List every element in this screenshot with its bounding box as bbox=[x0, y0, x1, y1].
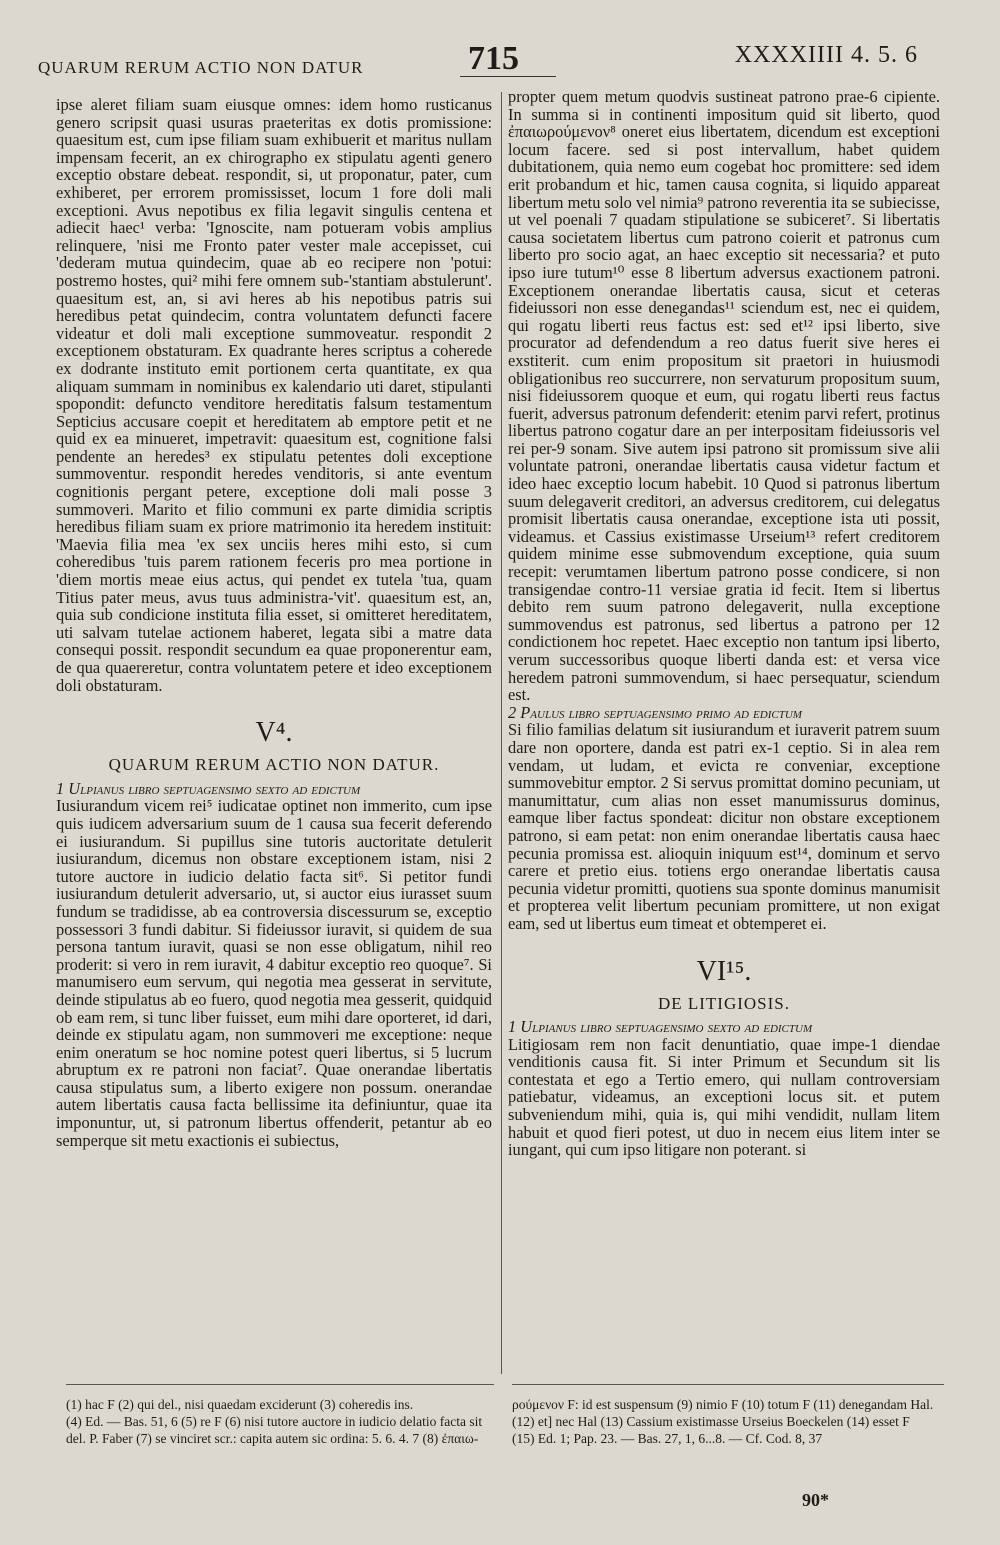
printer-signature: 90* bbox=[802, 1490, 829, 1510]
section-vi-text: Litigiosam rem non facit denuntiatio, quae impe-1 diendae venditionis causa fit. Si inter Primum et Secundum sit lis contestata et ego a Tertio emero, qui nullam controversiam patiebatur, videamus, an exceptioni locus sit. et putem subveniendum mihi, quia is, qui mihi vendidit, nullam litem habuit et quod fieri potest, ut duo in necem eius litem inter se iungant, qui cum ipso litigare non poterant. si bbox=[508, 1034, 940, 1160]
section-vi-number: VI¹⁵. bbox=[696, 955, 752, 987]
footnotes-right bbox=[512, 1396, 944, 1447]
footnote-rule-left bbox=[66, 1384, 494, 1385]
footnote-line: ρούμενον F: id est suspensum (9) nimio F (10) totum F (11) denegandam Hal. (12) et] nec Hal (13) Cassium existimasse Urseius Boeckelen (14) esset F bbox=[512, 1397, 934, 1429]
left-column bbox=[56, 96, 492, 1376]
right-column bbox=[508, 88, 940, 1378]
section-v-inscription: 1 Ulpianus libro septuagensimo sexto ad edictum bbox=[56, 778, 361, 798]
paulus-text: Si filio familias delatum sit iusiurandum et iuraverit patrem suum dare non oportere, danda est patri ex-1 ceptio. Si in alea rem vendam, ut ludam, et evicta re conveniar, exceptione summovebitur emptor. 2 Si servus promittat domino pecuniam, ut manumittatur, cum alias non esset manumissurus dominus, eamque liber factus spondeat: dicitur non obstare exceptionem patrono, si eam petat: non enim onerandae libertatis causa haec pecunia promissa est. alioquin iniquum est¹⁴, dominum et servo carere et pretio eius. totiens ergo onerandae libertatis causa pecunia videtur promitti, quotiens sua sponte dominus manumisit et propterea velit libertum pecuniam promittere, ut non exigat eam, sed ut libertus eum timeat et obtemperet ei. bbox=[508, 720, 940, 933]
footnote-line: (1) hac F (2) qui del., nisi quaedam exciderunt (3) coheredis ins. bbox=[66, 1397, 414, 1412]
section-vi-title: DE LITIGIOSIS. bbox=[657, 993, 791, 1013]
section-v-title: QUARUM RERUM ACTIO NON DATUR. bbox=[108, 755, 440, 775]
footnotes-left bbox=[66, 1396, 494, 1447]
paulus-inscription: 2 Paulus libro septuagensimo primo ad edictum bbox=[508, 702, 802, 722]
right-paragraph-1: propter quem metum quodvis sustineat patrono prae-6 cipiente. In summa si in continenti impositum quid sit liberto, quod ἐπαιωρούμενον⁸ oneret eius libertatem, dicendum est exceptioni locum facere. sed si post intervallum, habet quidem dubitationem, quia nemo eum cogebat hoc promittere: sed idem erit probandum et hic, tamen causa cognita, si liquido appareat libertum metu solo vel nimia⁹ patrono reverentia ita se subiecisse, ut vel poenali 7 quadam stipulatione se subiceret⁷. Si libertatis causa societatem libertus cum patrono coierit et patronus cum liberto pro socio agat, an haec exceptio sit necessaria? et puto ipso iure tutum¹⁰ esse 8 libertum adversus exactionem patroni. Exceptionem onerandae libertatis causa, sicut et ceteras fideiussori non esse denegandas¹¹ sciendum est, nec ei quidem, qui rogatu liberti reus factus est: sed et¹² ipsi liberto, sive procurator ad defendendum a reo datus fuerit sive heres ei exstiterit. cum enim propositum sit praetori in huiusmodi obligationibus reo succurrere, non servaturum propositum suum, nisi fideiussorem quoque et eum, qui rogatu liberti reus factus fuerit, adversus patronum defenderit: etenim parvi refert, protinus libertus patrono cogatur dare an per interpositam fideiussoris vel rei per-9 sonam. Sive autem ipsi patrono sit promissum sive alii voluntate patroni, onerandae libertatis causa videtur factum et ideo haec exceptio locum habebit. 10 Quod si patronus libertum suum delegaverit creditori, an adversus creditorem, cui delegatus promisit libertatis causa onerandae, exceptione ista uti possit, videamus. et Cassius existimasse Urseium¹³ refert creditorem quidem minime esse submovendum exceptione, quia suum recepit: verumtamen libertum patrono posse condicere, si non transigendae contro-11 versiae gratia id fecit. Item si libertus debito rem suum patrono delegaverit, nulla exceptione summovendus est patronus, sed libertus a patrono per 12 condictionem hoc repetet. Haec exceptio non tantum ipsi liberto, verum successoribus quoque liberti danda est: et versa vice heredem patroni summovendum, si haec persequatur, sciendum est. bbox=[508, 88, 940, 705]
section-v-text: Iusiurandum vicem rei⁵ iudicatae optinet non immerito, cum ipse quis iudicem adversarium suum de 1 causa sua fecerit deferendo ei iusiurandum. Si pupillus sine tutoris auctoritate detulerit iusiurandum, dicemus non obstare exceptionem istam, nisi 2 tutore auctore in iudicio delatio facta sit⁶. Si petitor fundi iusiurandum detulerit adversario, ut, si auctor eius iurasset suum fundum se tradidisse, ab ea controversia discessurum se, exceptio possessori 3 fundi dabitur. Si fideiussor iuravit, si quidem de sua persona tantum iuravit, quasi se non esse obligatum, nihil reo proderit: si vero in rem iuravit, 4 dabitur exceptio reo quoque⁷. Si manumisero eum servum, qui negotia mea gesserat in servitute, deinde stipulatus ab eo fuero, quod negotia mea gesserit, quidquid ob eam rem, si tunc liber fuisset, eum mihi dare oporteret, id dari, deinde ex stipulatu agam, non summoveri me exceptione: neque enim oneratum se hoc nomine potest queri libertus, si 5 lucrum abruptum ex re patroni non faciat⁷. Quae onerandae libertatis causa stipulatus sum, a liberto exigere non possum. onerandae autem libertatis causa facta bellissime ita definiuntur, quae ita imponuntur, ut, si patronum libertus offenderit, petantur ab eo semperque sit metu exactionis ei subiectus, bbox=[56, 796, 492, 1150]
running-header bbox=[38, 38, 918, 78]
left-paragraph-1: ipse aleret filiam suam eiusque omnes: idem homo rusticanus genero scripsit quasi usuras praeteritas ex dotis promissione: quaesitum est, cum ipse filiam suam exhibuerit et maritus nullam impensam fecerit, an ex chirographo ex stipulatu agenti genero exceptio obstare debeat. respondit, si, ut proponatur, pater, cum exhiberet, per errorem promississet, locum 1 fore doli mali exceptioni. Avus nepotibus ex filia legavit singulis centena et adiecit haec¹ verba: 'Ignoscite, nam potueram vobis amplius relinquere, 'nisi me Fronto pater vester male accepisset, cui 'dederam mutua quindecim, quae ab eo recipere non 'potui: postremo hostes, qui² mihi fere omnem sub-'stantiam abstulerunt'. quaesitum est, an, si avi heres ab his nepotibus patris sui heredibus petat quindecim, contra voluntatem defuncti facere videatur et doli mali exceptione summoveatur. respondit 2 exceptionem obstaturam. Ex quadrante heres scriptus a coherede ex dodrante instituto emit portionem certa quantitate, ex qua aliquam summam in nominibus ex kalendario uti daret, stipulanti spopondit: defuncto venditore hereditatis falsum testamentum Septicius accusare coepit et hereditatem ab emptore petit et ne quid ex ea minueret, impetravit: quaesitum est, cognitione falsi pendente an heredes³ ex stipulatu petentes doli exceptione summoventur. respondit heredes venditoris, si ante eventum cognitionis pergant petere, exceptione doli mali posse 3 summoveri. Marito et filio communi ex parte dimidia scriptis heredibus filiam suam ex priore matrimonio ita heredem instituit: 'Maevia filia mea 'ex sex unciis heres mihi esto, si cum coheredibus 'tuis parem rationem feceris pro mea portione in 'diem mortis meae eius actus, qui pendet ex tutela 'tua, quam Titius pater meus, avus tuus administra-'vit'. quaesitum est, an, quia sub condicione instituta filia esset, si omitteret hereditatem, uti salvam tutelae actionem haberet, legata sibi a matre data consequi possit. respondit secundum ea quae proponerentur eam, de qua quaereretur, contra voluntatem petere et ideo exceptionem doli obstaturam. bbox=[56, 96, 492, 695]
running-title: QUARUM RERUM ACTIO NON DATUR bbox=[38, 58, 364, 77]
footnote-rule-right bbox=[512, 1384, 944, 1385]
footnote-line: (4) Ed. — Bas. 51, 6 (5) re F (6) nisi tutore auctore in iudicio delatio facta sit del. P. Faber (7) se vinciret scr.: capita autem sic ordina: 5. 6. 4. 7 (8) ἐπαιω- bbox=[66, 1414, 483, 1446]
book-reference: XXXXIIII 4. 5. 6 bbox=[734, 42, 918, 68]
footnote-line: (15) Ed. 1; Pap. 23. — Bas. 27, 1, 6...8. — Cf. Cod. 8, 37 bbox=[512, 1431, 823, 1446]
section-vi-inscription: 1 Ulpianus libro septuagensimo sexto ad edictum bbox=[508, 1017, 813, 1037]
section-v-number: V⁴. bbox=[255, 717, 293, 749]
page-number-rule bbox=[460, 76, 556, 77]
page-number: 715 bbox=[468, 40, 519, 77]
column-divider bbox=[501, 92, 502, 1374]
